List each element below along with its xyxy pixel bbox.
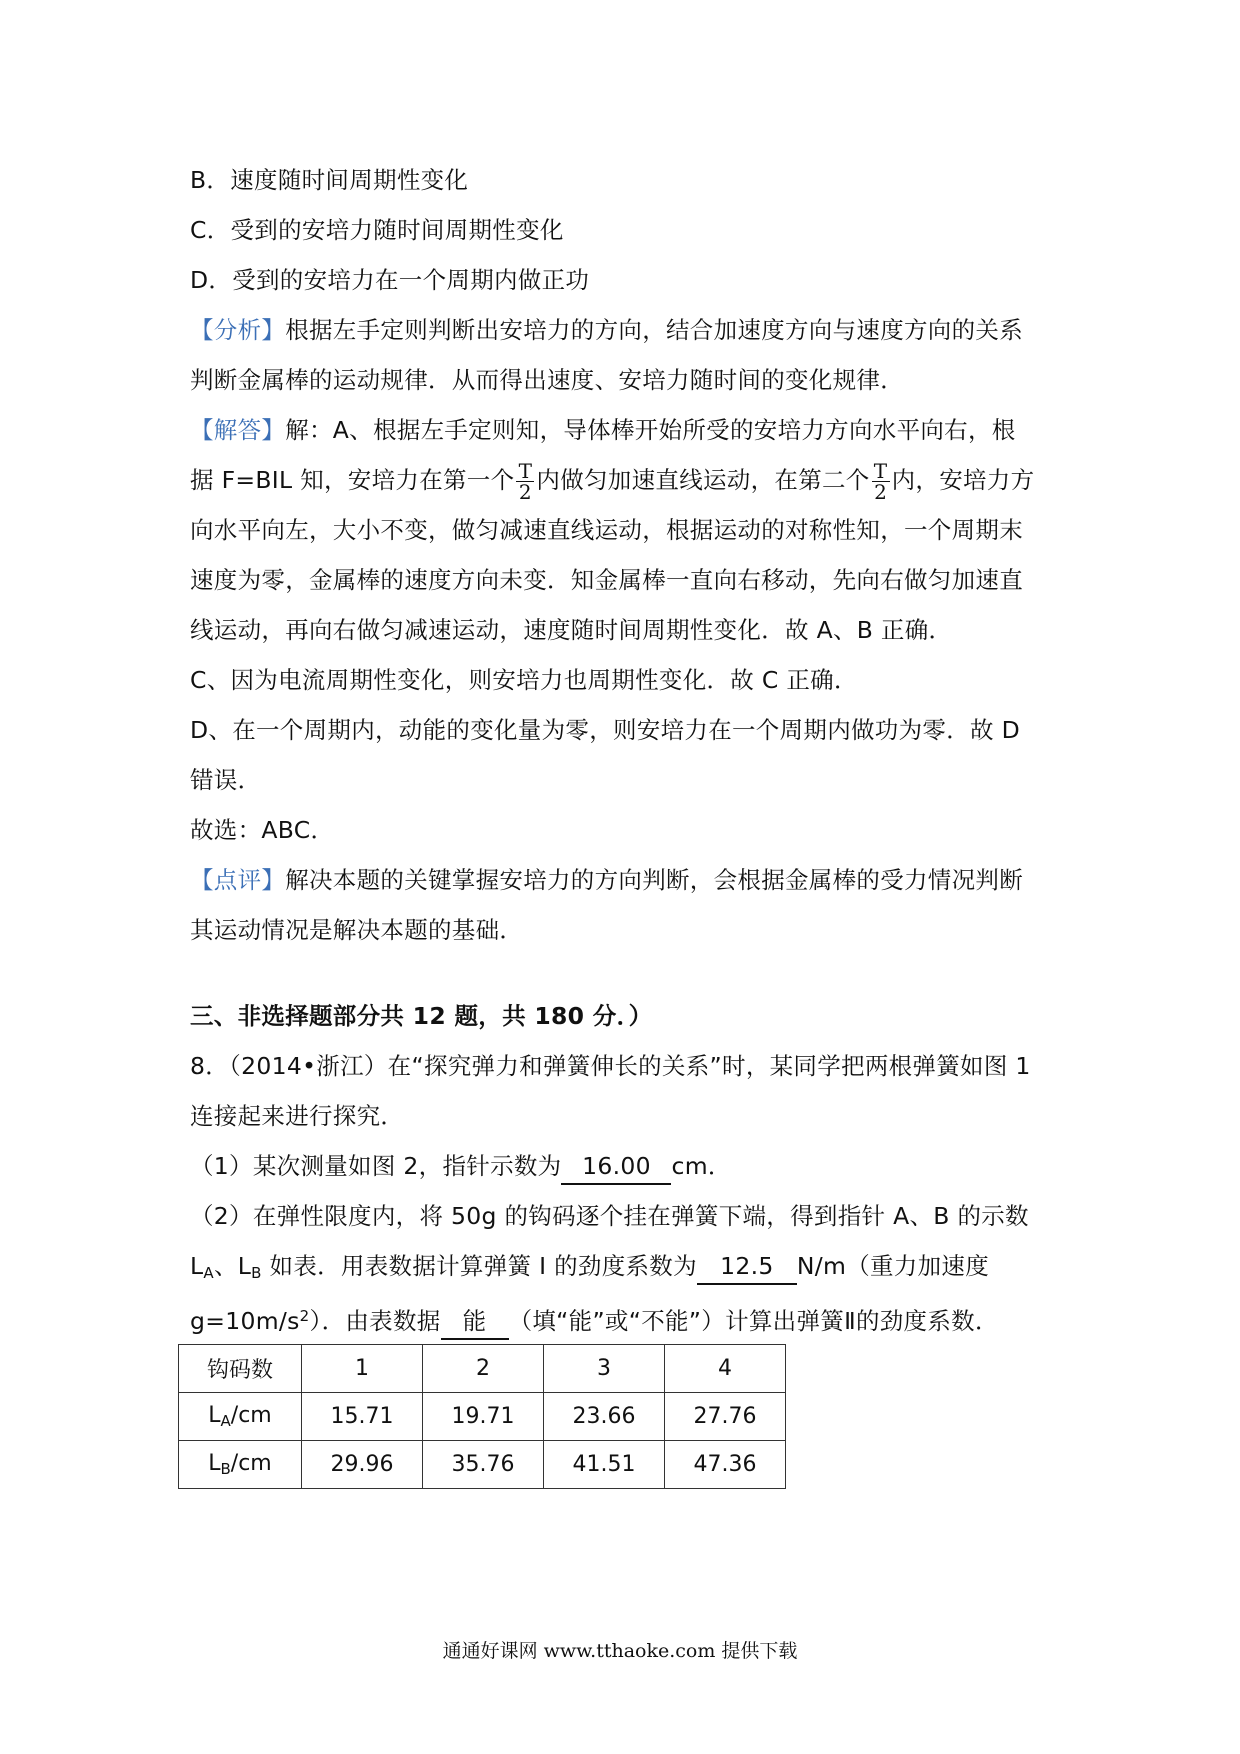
analysis-line-2: 判断金属棒的运动规律．从而得出速度、安培力随时间的变化规律． xyxy=(190,366,904,394)
row-label-symbol: L xyxy=(208,1403,221,1428)
analysis-line-1 xyxy=(190,305,1060,355)
section-three-heading: 三、非选择题部分共 12 题，共 180 分．） xyxy=(190,1002,653,1030)
answer-line-2 xyxy=(190,455,1060,505)
comment-tag: 【点评】 xyxy=(190,866,286,894)
answer-line-1 xyxy=(190,405,1060,455)
lb-symbol: 、L xyxy=(213,1252,252,1280)
page-footer: 通通好课网 www.tthaoke.com 提供下载 xyxy=(442,1640,798,1662)
option-c: C．受到的安培力随时间周期性变化 xyxy=(190,216,564,244)
table-row xyxy=(179,1345,786,1393)
question-8-part-2-line-1: （2）在弹性限度内，将 50g 的钩码逐个挂在弹簧下端，得到指针 A、B 的示数 xyxy=(190,1202,1029,1230)
fraction-numerator: T xyxy=(518,459,533,483)
analysis-text-1: 根据左手定则判断出安培力的方向，结合加速度方向与速度方向的关系 xyxy=(285,316,1024,344)
part-1-unit: cm． xyxy=(671,1152,732,1180)
part-2-text: 如表．用表数据计算弹簧 Ⅰ 的劲度系数为 xyxy=(261,1252,697,1280)
table-row xyxy=(179,1441,786,1489)
reading-answer-blank: 16.00 xyxy=(561,1149,671,1185)
gravity-exponent: 2 xyxy=(299,1307,310,1325)
answer-line-9: 故选：ABC． xyxy=(190,816,335,844)
fraction-denominator: 2 xyxy=(874,480,888,504)
table-cell: 35.76 xyxy=(423,1441,544,1489)
table-cell: 15.71 xyxy=(302,1393,423,1441)
question-8-part-2-line-3 xyxy=(190,1291,1060,1341)
option-b: B．速度随时间周期性变化 xyxy=(190,166,469,194)
table-header-label: 钩码数 xyxy=(179,1345,302,1393)
table-header-cell: 3 xyxy=(544,1345,665,1393)
table-row xyxy=(179,1393,786,1441)
fraction-denominator: 2 xyxy=(518,480,532,504)
table-cell: 41.51 xyxy=(544,1441,665,1489)
answer-line-7: D、在一个周期内，动能的变化量为零，则安培力在一个周期内做功为零．故 D xyxy=(190,716,1020,744)
option-d: D．受到的安培力在一个周期内做正功 xyxy=(190,266,590,294)
table-cell: 47.36 xyxy=(665,1441,786,1489)
question-8-line-2: 连接起来进行探究． xyxy=(190,1102,405,1130)
fraction-numerator: T xyxy=(873,459,888,483)
table-cell: 29.96 xyxy=(302,1441,423,1489)
table-header-cell: 4 xyxy=(665,1345,786,1393)
answer-line-4: 速度为零，金属棒的速度方向未变．知金属棒一直向右移动，先向右做匀加速直 xyxy=(190,566,1023,594)
question-8-part-1 xyxy=(190,1141,1060,1191)
answer-line-3: 向水平向左，大小不变，做匀减速直线运动，根据运动的对称性知，一个周期末 xyxy=(190,516,1023,544)
comment-line-1 xyxy=(190,855,1060,905)
table-row-label-la xyxy=(179,1393,302,1441)
section-gap xyxy=(190,955,1060,991)
row-label-subscript: B xyxy=(220,1460,231,1478)
answer-tag: 【解答】 xyxy=(190,416,286,444)
table-cell: 27.76 xyxy=(665,1393,786,1441)
answer-line-6: C、因为电流周期性变化，则安培力也周期性变化．故 C 正确． xyxy=(190,666,858,694)
part-2-unit: N/m（重力加速度 xyxy=(796,1252,989,1280)
page-content xyxy=(190,155,1060,1341)
row-label-symbol: L xyxy=(208,1451,221,1476)
answer-line-5: 线运动，再向右做匀减速运动，速度随时间周期性变化．故 A、B 正确． xyxy=(190,616,953,644)
part-1-text: （1）某次测量如图 2，指针示数为 xyxy=(190,1152,562,1180)
part-2-text-3: ）．由表数据 xyxy=(309,1307,441,1335)
table-cell: 23.66 xyxy=(544,1393,665,1441)
answer-line-8: 错误． xyxy=(190,766,262,794)
row-label-unit: /cm xyxy=(230,1403,272,1428)
fraction-t-over-2 xyxy=(516,461,534,502)
fraction-t-over-2-second xyxy=(872,461,890,502)
table-header-cell: 2 xyxy=(423,1345,544,1393)
stiffness-answer-blank: 12.5 xyxy=(697,1249,797,1285)
table-cell: 19.71 xyxy=(423,1393,544,1441)
part-2-text-4: （填“能”或“不能”）计算出弹簧Ⅱ的劲度系数． xyxy=(508,1307,999,1335)
question-8-line-1: 8．（2014•浙江）在“探究弹力和弹簧伸长的关系”时，某同学把两根弹簧如图 1 xyxy=(190,1052,1031,1080)
answer-text-2b: 内做匀加速直线运动，在第二个 xyxy=(536,466,870,494)
analysis-tag: 【分析】 xyxy=(190,316,286,344)
answer-text-2a: 据 F=BIL 知，安培力在第一个 xyxy=(190,466,515,494)
lb-subscript: B xyxy=(251,1264,262,1282)
table-header-cell: 1 xyxy=(302,1345,423,1393)
gravity-value: g=10m/s xyxy=(190,1307,300,1335)
la-symbol: L xyxy=(190,1252,204,1280)
question-8-part-2-line-2 xyxy=(190,1241,1060,1291)
answer-text-2c: 内，安培力方 xyxy=(891,466,1035,494)
spring-data-table xyxy=(178,1344,786,1489)
answer-text-1: 解：A、根据左手定则知，导体棒开始所受的安培力方向水平向右，根 xyxy=(285,416,1016,444)
comment-text-1: 解决本题的关键掌握安培力的方向判断，会根据金属棒的受力情况判断 xyxy=(285,866,1024,894)
row-label-subscript: A xyxy=(220,1412,231,1430)
row-label-unit: /cm xyxy=(230,1451,272,1476)
comment-line-2: 其运动情况是解决本题的基础． xyxy=(190,916,524,944)
can-answer-blank: 能 xyxy=(441,1304,509,1340)
table-row-label-lb xyxy=(179,1441,302,1489)
la-subscript: A xyxy=(203,1264,214,1282)
